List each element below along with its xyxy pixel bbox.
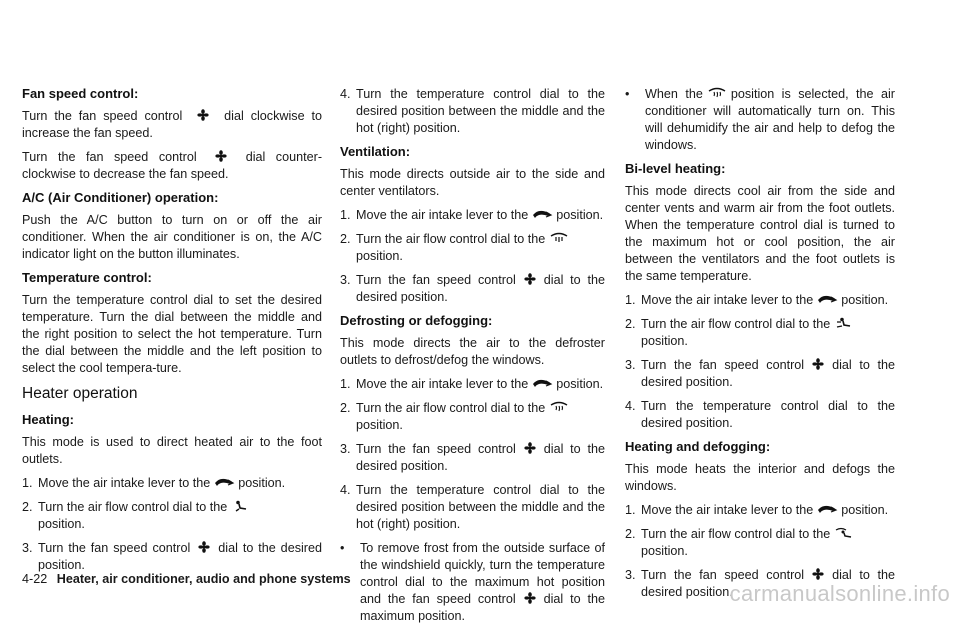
step-text-b: position. bbox=[641, 544, 688, 558]
step-number: 3. bbox=[340, 442, 351, 456]
fan-icon bbox=[807, 358, 829, 370]
step-text-b: position. bbox=[841, 293, 889, 307]
step-text bbox=[641, 316, 895, 350]
bullet-text-a: To remove frost from the outside surface of the windshield quickly, turn the temperature control dial to the maximum hot position and the fan speed control bbox=[360, 541, 605, 606]
list-item bbox=[340, 272, 605, 306]
step-number: 3. bbox=[625, 568, 636, 582]
step-number: 4. bbox=[340, 87, 351, 101]
fan-speed-paragraph-2 bbox=[22, 149, 322, 183]
step-text bbox=[356, 400, 605, 434]
step-text-a: Turn the fan speed control bbox=[356, 442, 516, 456]
step-text-a: Turn the fan speed control bbox=[641, 358, 805, 372]
bullet-item bbox=[340, 540, 605, 625]
list-item bbox=[340, 86, 605, 137]
heating-paragraph: This mode is used to direct heated air to the foot outlets. bbox=[22, 435, 322, 466]
heater-operation-section-title: Heater operation bbox=[22, 385, 138, 402]
step-text bbox=[356, 272, 605, 306]
fan-speed-heading: Fan speed control: bbox=[22, 86, 139, 101]
step-text-b: position. bbox=[841, 503, 889, 517]
step-number: 2. bbox=[340, 232, 351, 246]
step-text-b: position. bbox=[356, 249, 403, 263]
list-item bbox=[340, 400, 605, 434]
bullet-item bbox=[625, 86, 895, 154]
list-item bbox=[625, 316, 895, 350]
list-item bbox=[625, 526, 895, 560]
fan-p1-text-a: Turn the fan speed control bbox=[22, 109, 183, 123]
list-item bbox=[22, 540, 322, 574]
fan-icon bbox=[519, 592, 541, 604]
step-number: 1. bbox=[22, 476, 33, 490]
fan-icon bbox=[193, 541, 215, 553]
step-text-b: position. bbox=[238, 476, 286, 490]
defroster-icon bbox=[706, 87, 728, 99]
step-text bbox=[641, 502, 895, 519]
step-text-b: dial to the desired position. bbox=[641, 568, 895, 599]
step-text-a: Turn the fan speed control bbox=[38, 541, 191, 555]
step-text-b: dial to the desired position. bbox=[38, 541, 322, 572]
step-text-a: Move the air intake lever to the bbox=[356, 208, 529, 222]
bi-level-icon bbox=[833, 317, 855, 329]
step-number: 2. bbox=[340, 401, 351, 415]
outside-air-icon bbox=[816, 293, 838, 305]
face-vent-icon bbox=[548, 232, 570, 244]
fan-icon bbox=[519, 442, 541, 454]
step-text bbox=[641, 357, 895, 391]
foot-defrost-icon bbox=[833, 527, 855, 539]
heating-defogging-heading: Heating and defogging: bbox=[625, 439, 771, 454]
fan-icon bbox=[519, 273, 541, 285]
bullet-mark: • bbox=[625, 87, 630, 101]
step-text-a: Move the air intake lever to the bbox=[38, 476, 211, 490]
list-item bbox=[340, 441, 605, 475]
list-item bbox=[625, 502, 895, 519]
list-item bbox=[22, 475, 322, 492]
outside-air-icon bbox=[213, 476, 235, 488]
page-number: 4-22 bbox=[22, 572, 48, 586]
fan-icon bbox=[807, 568, 829, 580]
step-text bbox=[38, 475, 322, 492]
step-text bbox=[38, 499, 322, 533]
step-text: Turn the temperature control dial to the desired position between the middle and the hot (right) position. bbox=[356, 87, 605, 135]
column-middle bbox=[340, 86, 605, 632]
ac-operation-heading: A/C (Air Conditioner) operation: bbox=[22, 190, 219, 205]
defrosting-paragraph: This mode directs the air to the defroster outlets to defrost/defog the windows. bbox=[340, 336, 605, 367]
temperature-control-heading: Temperature control: bbox=[22, 270, 152, 285]
step-text: Turn the temperature control dial to the desired position. bbox=[641, 399, 895, 430]
bullet-text-b: position is selected, the air conditioner will automatically turn on. This will dehumidify the air and help to defog the windows. bbox=[645, 87, 895, 152]
step-number: 2. bbox=[625, 317, 636, 331]
step-number: 4. bbox=[340, 483, 351, 497]
step-text-a: Turn the fan speed control bbox=[356, 273, 516, 287]
step-text bbox=[356, 207, 605, 224]
step-number: 1. bbox=[625, 293, 636, 307]
fan-p2-text-a: Turn the fan speed control bbox=[22, 150, 197, 164]
step-text: Turn the temperature control dial to the desired position between the middle and the hot (right) position. bbox=[356, 483, 605, 531]
watermark: carmanualsonline.info bbox=[729, 581, 950, 606]
column-right bbox=[625, 86, 895, 608]
fan-p2-text-b: dial counter-clockwise to decrease the fan speed. bbox=[22, 150, 323, 181]
step-text-b: position. bbox=[356, 418, 403, 432]
step-text bbox=[356, 376, 605, 393]
step-text bbox=[356, 441, 605, 475]
bullet-text bbox=[360, 540, 605, 625]
temperature-control-paragraph: Turn the temperature control dial to set the desired temperature. Turn the dial between the middle and the right position to select the hot temperature. Turn the dial between the middle and the left position to select the cool tempera-ture. bbox=[22, 293, 322, 375]
step-text-a: Turn the air flow control dial to the bbox=[641, 527, 831, 541]
step-text-a: Turn the air flow control dial to the bbox=[38, 500, 228, 514]
outside-air-icon bbox=[531, 377, 553, 389]
ventilation-paragraph: This mode directs outside air to the side and center ventilators. bbox=[340, 167, 605, 198]
foot-outlet-icon bbox=[230, 500, 252, 512]
heating-defogging-paragraph: This mode heats the interior and defogs the windows. bbox=[625, 462, 895, 493]
bi-level-heating-heading: Bi-level heating: bbox=[625, 161, 726, 176]
step-text-b: dial to the desired position. bbox=[356, 442, 605, 473]
list-item bbox=[625, 357, 895, 391]
page-footer bbox=[22, 571, 351, 587]
list-item bbox=[625, 398, 895, 432]
ac-operation-paragraph: Push the A/C button to turn on or off the air conditioner. When the air conditioner is on, the A/C indicator light on the button illuminates. bbox=[22, 213, 322, 261]
step-text-a: Turn the air flow control dial to the bbox=[356, 401, 546, 415]
outside-air-icon bbox=[531, 208, 553, 220]
step-text-b: dial to the desired position. bbox=[356, 273, 605, 304]
step-text-b: position. bbox=[38, 517, 85, 531]
step-number: 3. bbox=[22, 541, 33, 555]
step-text-a: Move the air intake lever to the bbox=[356, 377, 529, 391]
heating-heading: Heating: bbox=[22, 412, 74, 427]
bullet-text-b: dial to the maximum position. bbox=[360, 592, 605, 623]
step-number: 1. bbox=[340, 208, 351, 222]
bullet-text-a: When the bbox=[645, 87, 703, 101]
fan-icon bbox=[192, 109, 214, 121]
step-text-b: dial to the desired position. bbox=[641, 358, 895, 389]
step-number: 2. bbox=[22, 500, 33, 514]
step-text-b: position. bbox=[556, 377, 604, 391]
step-text bbox=[641, 526, 895, 560]
list-item bbox=[340, 231, 605, 265]
step-number: 4. bbox=[625, 399, 636, 413]
step-number: 1. bbox=[340, 377, 351, 391]
step-number: 3. bbox=[625, 358, 636, 372]
step-text bbox=[356, 231, 605, 265]
step-text-a: Move the air intake lever to the bbox=[641, 293, 814, 307]
defroster-icon bbox=[548, 401, 570, 413]
fan-speed-paragraph-1 bbox=[22, 108, 322, 142]
chapter-title: Heater, air conditioner, audio and phone systems bbox=[56, 572, 351, 586]
fan-icon bbox=[210, 150, 232, 162]
step-number: 1. bbox=[625, 503, 636, 517]
ventilation-heading: Ventilation: bbox=[340, 144, 411, 159]
list-item bbox=[340, 207, 605, 224]
column-left bbox=[22, 86, 322, 581]
bullet-mark: • bbox=[340, 541, 345, 555]
defrosting-heading: Defrosting or defogging: bbox=[340, 313, 493, 328]
step-text bbox=[38, 540, 322, 574]
bullet-text bbox=[645, 86, 895, 154]
step-text-a: Turn the air flow control dial to the bbox=[356, 232, 546, 246]
step-text-b: position. bbox=[641, 334, 688, 348]
list-item bbox=[625, 292, 895, 309]
step-number: 3. bbox=[340, 273, 351, 287]
list-item bbox=[22, 499, 322, 533]
step-text bbox=[641, 292, 895, 309]
bi-level-heating-paragraph: This mode directs cool air from the side and center vents and warm air from the foot outlets. When the temperature control dial is turned to the maximum hot or cool position, the air between the ventilators and the foot outlets is the same temperature. bbox=[625, 184, 895, 283]
step-number: 2. bbox=[625, 527, 636, 541]
outside-air-icon bbox=[816, 503, 838, 515]
step-text-b: position. bbox=[556, 208, 604, 222]
list-item bbox=[340, 482, 605, 533]
list-item bbox=[340, 376, 605, 393]
step-text-a: Turn the air flow control dial to the bbox=[641, 317, 831, 331]
step-text-a: Turn the fan speed control bbox=[641, 568, 805, 582]
fan-p1-text-b: dial clockwise to increase the fan speed. bbox=[22, 109, 323, 140]
step-text-a: Move the air intake lever to the bbox=[641, 503, 814, 517]
